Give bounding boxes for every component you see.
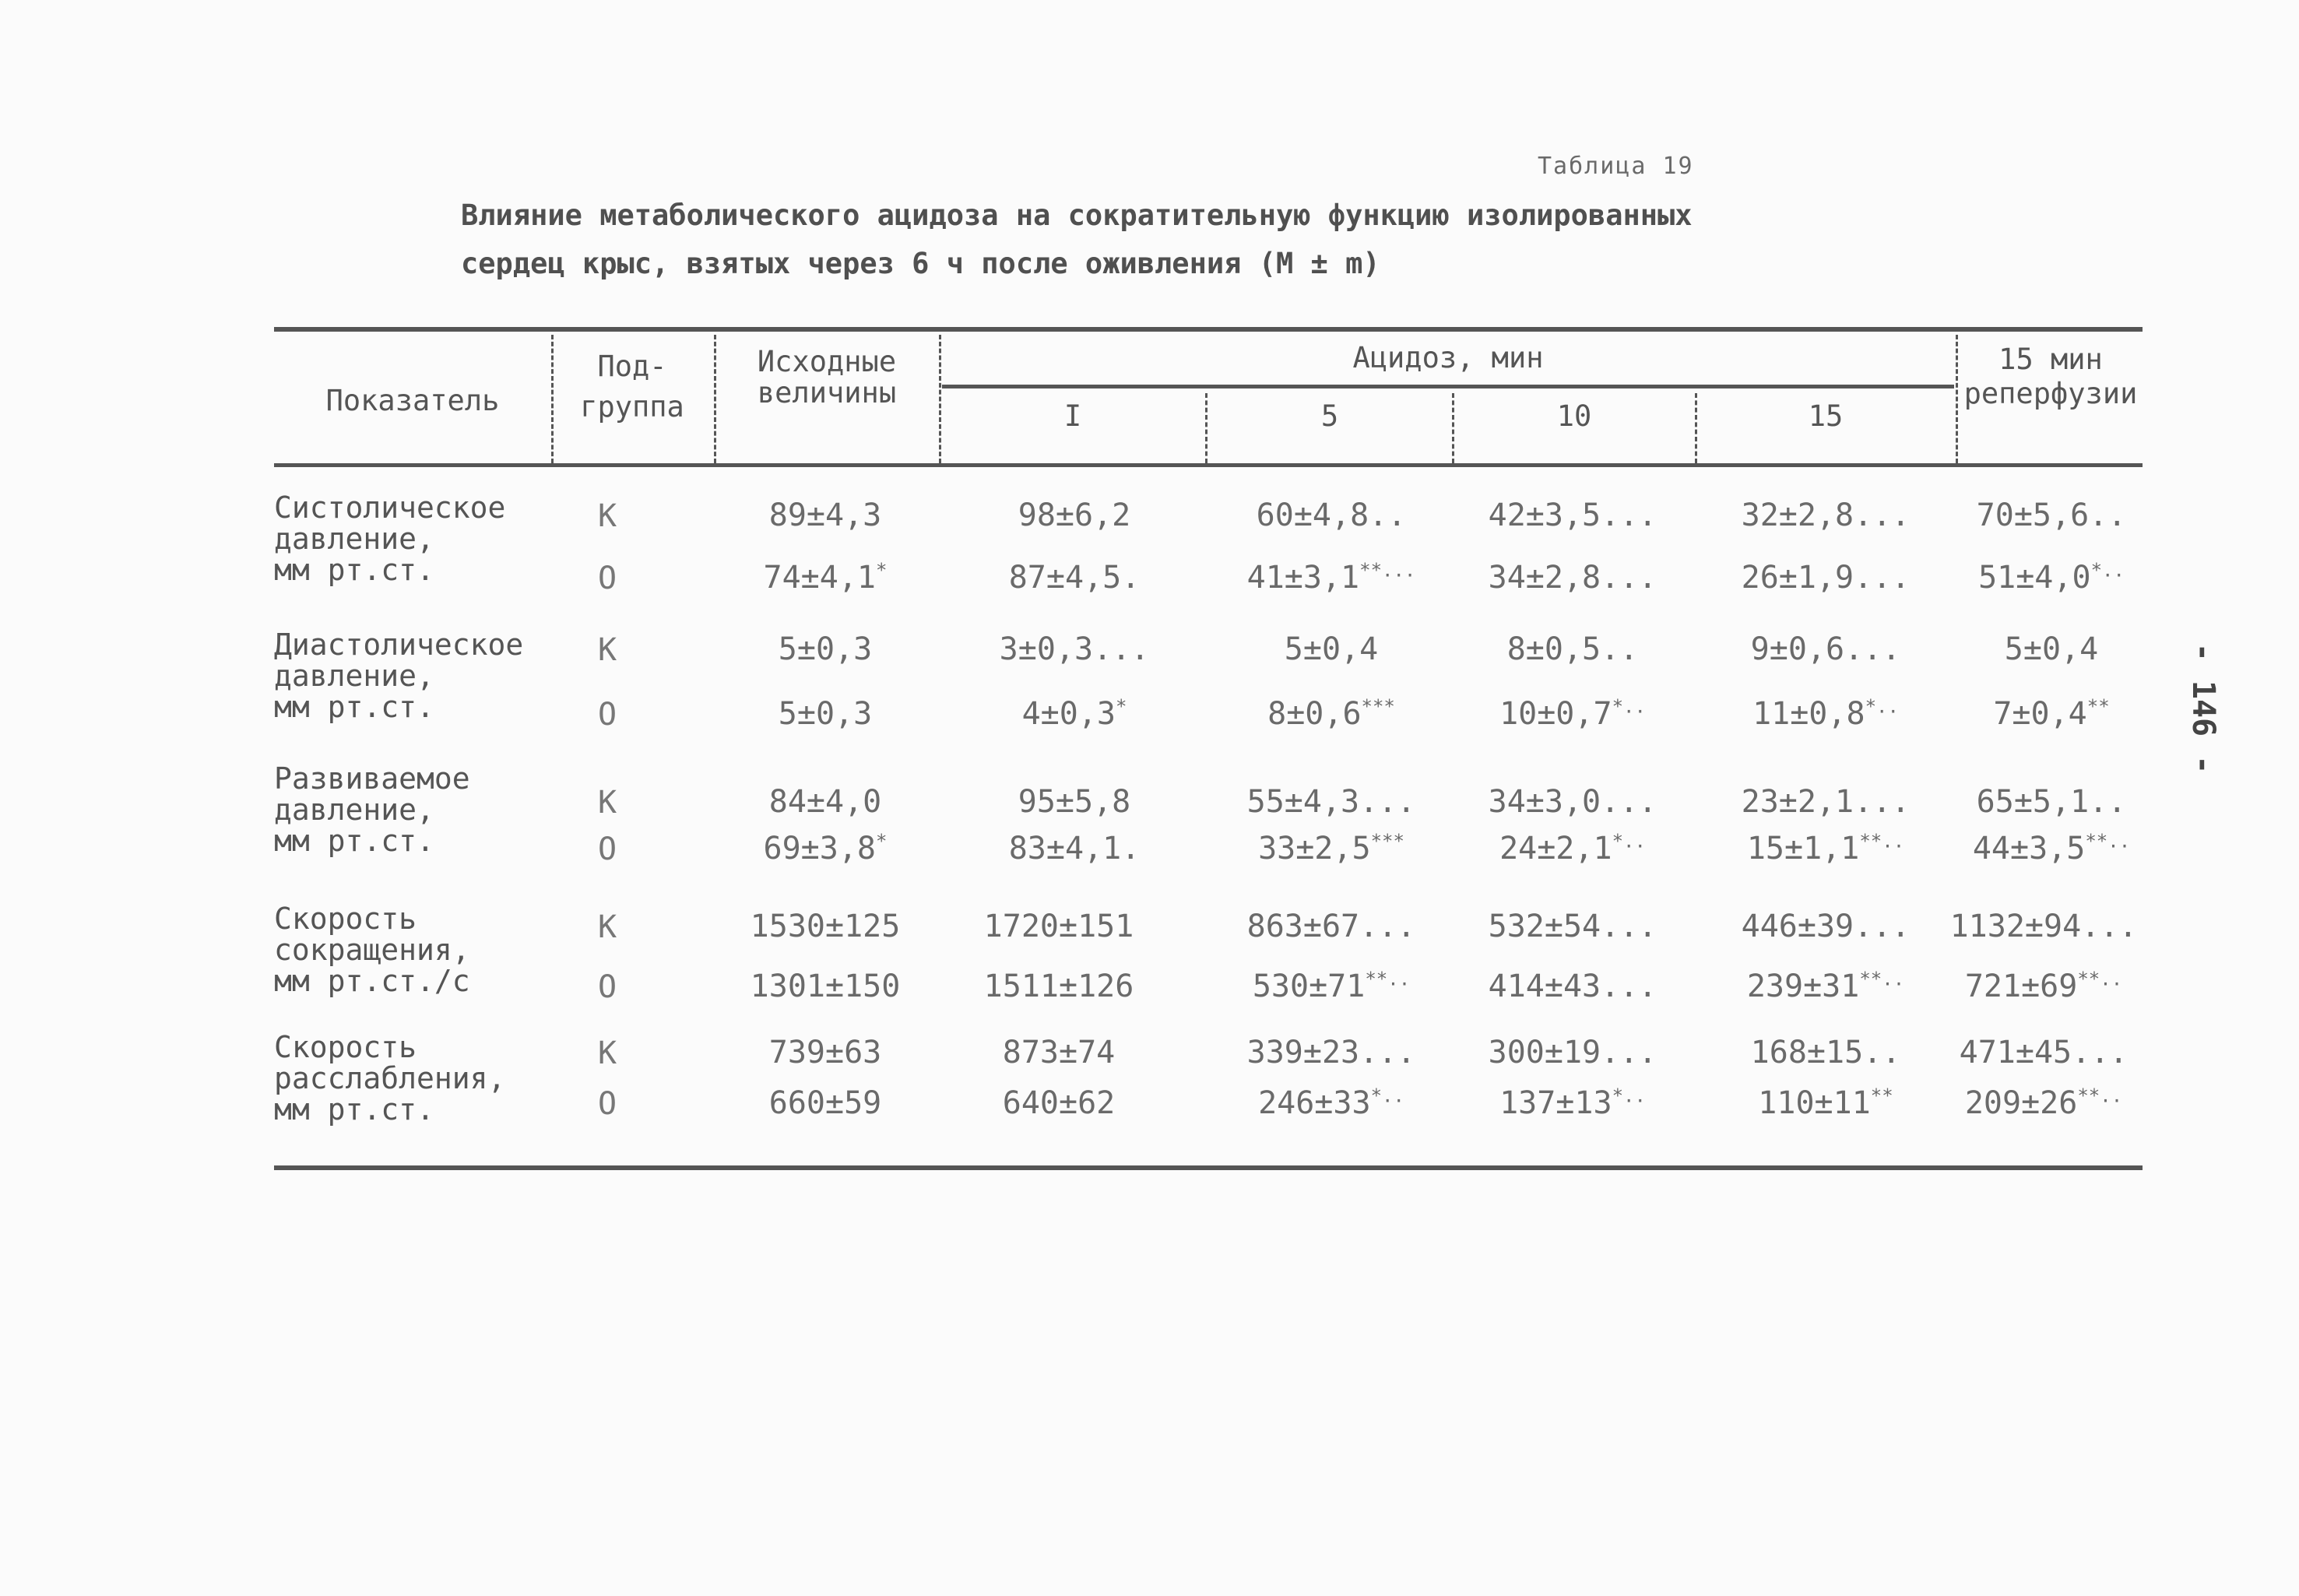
table-cell: 721±69**..: [1964, 968, 2123, 1004]
table-cell: 532±54...: [1488, 909, 1657, 944]
table-cell: 137±13*..: [1499, 1085, 1646, 1121]
table-cell: 640±62: [1002, 1085, 1116, 1121]
table-cell: 70±5,6..: [1976, 497, 2127, 533]
col-sep-1: [551, 335, 554, 463]
table-cell: 23±2,1...: [1741, 784, 1911, 820]
row-label-line: давление,: [274, 659, 434, 693]
subgroup-k: К: [597, 498, 617, 534]
table-bottom-rule: [274, 1165, 2143, 1170]
subgroup-o: О: [597, 1086, 617, 1122]
table-cell: 446±39...: [1741, 909, 1911, 944]
table-cell: 34±2,8...: [1488, 560, 1657, 596]
table-cell: 74±4,1*: [763, 559, 888, 596]
table-cell: 1530±125: [750, 909, 901, 944]
table-cell: 414±43...: [1488, 968, 1657, 1004]
table-cell: 246±33*..: [1258, 1085, 1404, 1121]
table-cell: 7±0,4**: [1993, 695, 2110, 732]
table-cell: 10±0,7*..: [1499, 695, 1646, 732]
table-caption: Таблица 19: [1538, 153, 1694, 180]
header-initial: Исходные величины: [757, 345, 897, 410]
table-cell: 69±3,8*: [763, 830, 888, 867]
row-label-line: мм рт.ст.: [274, 1092, 434, 1127]
subgroup-k: К: [597, 785, 617, 821]
table-cell: 5±0,3: [778, 696, 873, 732]
table-cell: 24±2,1*..: [1499, 830, 1646, 867]
header-time-1: I: [1063, 399, 1082, 433]
header-time-15: 15: [1808, 399, 1844, 433]
row-label-line: Систолическое: [274, 490, 506, 525]
table-cell: 660±59: [768, 1085, 882, 1121]
table-cell: 1301±150: [750, 968, 901, 1004]
table-cell: 5±0,4: [1284, 631, 1379, 667]
table-cell: 1720±151: [983, 909, 1134, 944]
table-cell: 60±4,8..: [1256, 497, 1407, 533]
row-label-line: мм рт.ст.: [274, 690, 434, 724]
row-label-developed: [274, 763, 470, 856]
table-cell: 239±31**..: [1746, 968, 1905, 1004]
header-time-5: 5: [1320, 399, 1339, 433]
table-cell: 9±0,6...: [1750, 631, 1901, 667]
col-sep-4: [1205, 393, 1208, 463]
table-cell: 339±23...: [1246, 1035, 1416, 1070]
subgroup-k: К: [597, 1035, 617, 1071]
row-label-relaxation-speed: [274, 1032, 505, 1125]
table-cell: 5±0,4: [2004, 631, 2099, 667]
table-title: [461, 192, 1987, 288]
table-cell: 11±0,8*..: [1752, 695, 1899, 732]
table-cell: 873±74: [1002, 1035, 1116, 1070]
header-time-10: 10: [1556, 399, 1592, 433]
title-line-2: сердец крыс, взятых через 6 ч после оживления (М ± m): [461, 247, 1380, 280]
table-cell: 15±1,1**..: [1746, 830, 1905, 867]
row-label-contraction-speed: [274, 903, 470, 997]
title-line-1: Влияние метаболического ацидоза на сократительную функцию изолированных: [461, 199, 1693, 232]
subgroup-o: О: [597, 561, 617, 596]
table-cell: 5±0,3: [778, 631, 873, 667]
row-label-line: Скорость: [274, 902, 417, 936]
subgroup-o: О: [597, 831, 617, 867]
subgroup-k: К: [597, 909, 617, 945]
header-subgroup: Под-группа: [580, 350, 684, 424]
table-cell: 1132±94...: [1949, 909, 2138, 944]
page-number: - 146 -: [2185, 642, 2221, 775]
table-cell: 44±3,5**..: [1972, 830, 2131, 867]
row-label-line: Развиваемое: [274, 761, 470, 796]
table-cell: 32±2,8...: [1741, 497, 1911, 533]
row-label-diastolic: [274, 629, 523, 722]
table-cell: 4±0,3*: [1021, 695, 1127, 732]
table-cell: 8±0,6***: [1267, 695, 1395, 732]
table-cell: 55±4,3...: [1246, 784, 1416, 820]
table-top-rule: [274, 327, 2143, 332]
subgroup-k: К: [597, 632, 617, 668]
table-cell: 33±2,5***: [1258, 830, 1404, 867]
header-reperfusion: 15 мин реперфузии: [1963, 343, 2138, 410]
row-label-line: давление,: [274, 522, 434, 556]
table-cell: 209±26**..: [1964, 1085, 2123, 1121]
header-bottom-rule: [274, 463, 2143, 467]
col-sep-2: [714, 335, 716, 463]
row-label-line: расслабления,: [274, 1061, 506, 1095]
table-cell: 1511±126: [983, 968, 1134, 1004]
table-cell: 300±19...: [1488, 1035, 1657, 1070]
table-cell: 65±5,1..: [1976, 784, 2127, 820]
table-cell: 3±0,3...: [999, 631, 1150, 667]
table-cell: 26±1,9...: [1741, 560, 1911, 596]
subgroup-o: О: [597, 697, 617, 733]
table-cell: 863±67...: [1246, 909, 1416, 944]
table-cell: 83±4,1.: [1008, 831, 1141, 867]
row-label-line: мм рт.ст.: [274, 824, 434, 858]
table-cell: 110±11**: [1758, 1085, 1893, 1121]
row-label-line: мм рт.ст.: [274, 553, 434, 587]
table-cell: 8±0,5..: [1506, 631, 1639, 667]
table-cell: 98±6,2: [1018, 497, 1131, 533]
row-label-line: давление,: [274, 793, 434, 827]
table-cell: 51±4,0*..: [1978, 559, 2125, 596]
row-label-line: мм рт.ст./с: [274, 964, 470, 998]
table-cell: 89±4,3: [768, 497, 882, 533]
table-cell: 84±4,0: [768, 784, 882, 820]
table-cell: 95±5,8: [1018, 784, 1131, 820]
col-sep-5: [1452, 393, 1454, 463]
table-cell: 530±71**..: [1252, 968, 1411, 1004]
col-sep-7: [1956, 335, 1958, 463]
table-cell: 168±15..: [1750, 1035, 1901, 1070]
table-cell: 471±45...: [1959, 1035, 2129, 1070]
col-sep-3: [939, 335, 941, 463]
table-cell: 34±3,0...: [1488, 784, 1657, 820]
table-cell: 87±4,5.: [1008, 560, 1141, 596]
acidosis-underline: [942, 385, 1954, 388]
row-label-systolic: [274, 492, 505, 585]
row-label-line: Скорость: [274, 1030, 417, 1064]
subgroup-o: О: [597, 969, 617, 1005]
table-cell: 739±63: [768, 1035, 882, 1070]
table-cell: 41±3,1**...: [1246, 559, 1416, 596]
table-cell: 42±3,5...: [1488, 497, 1657, 533]
header-acidosis: Ацидоз, мин: [1352, 341, 1544, 374]
col-sep-6: [1695, 393, 1697, 463]
row-label-line: Диастолическое: [274, 628, 524, 662]
row-label-line: сокращения,: [274, 933, 470, 967]
header-indicator: Показатель: [325, 384, 500, 417]
